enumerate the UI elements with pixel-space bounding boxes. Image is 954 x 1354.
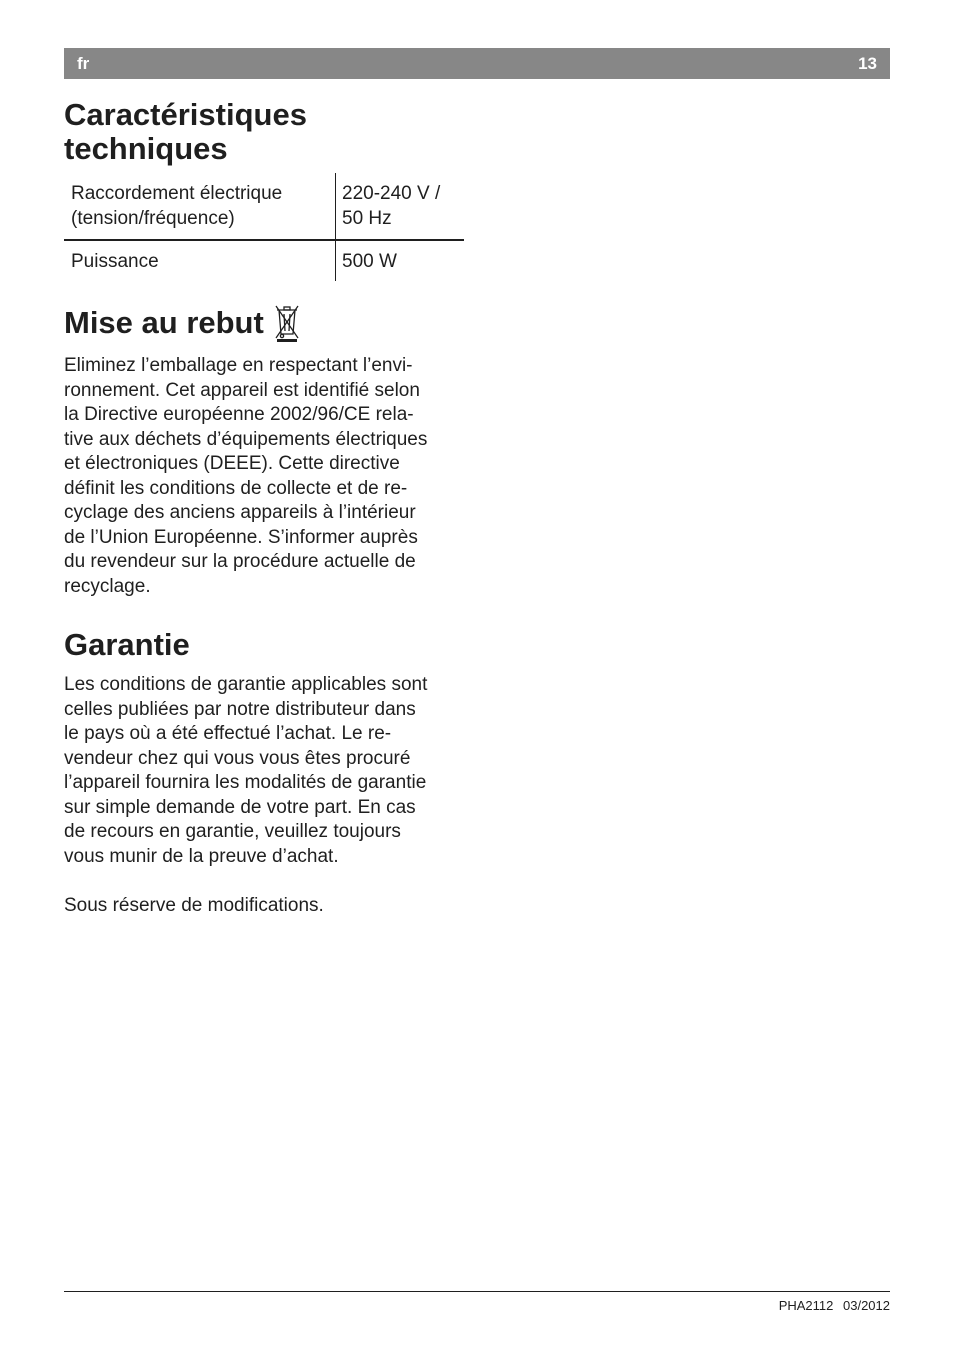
modification-notice: Sous réserve de modifications. [64,895,324,916]
header-bar [64,48,890,79]
page-number: 13 [858,54,877,73]
footer-product-code: PHA2112 03/2012 [778,1298,890,1313]
disposal-title: Mise au rebut [64,305,264,340]
spec-label: Puissance [71,251,159,272]
warranty-title: Garantie [64,627,190,662]
crossed-out-wheelie-bin-icon [274,303,300,343]
disposal-text: Eliminez l’emballage en respectant l’envi- ronnement. Cet appareil est identifié selon la Directive européenne 2002/96/CE rela- tive aux déchets d’équipements électriques et électroniques (DEEE). Cette directive définit les conditions de collecte et de re- cyclage des anciens appareils à l’intérieur de l’Union Européenne. S’informer auprès du revendeur sur la procédure actuelle de recyclage. [64,355,428,597]
footer-divider [64,1291,890,1292]
disposal-heading [64,303,464,343]
spec-value: 500 W [336,240,465,281]
language-label: fr [77,54,90,73]
specs-title: Caractéristiques techniques [64,97,307,166]
spec-value: 220-240 V / 50 Hz [336,173,465,240]
specs-table [64,173,464,281]
table-row [64,240,464,281]
table-row [64,173,464,240]
spec-label: Raccordement électrique (tension/fréquence) [64,173,336,240]
warranty-text: Les conditions de garantie applicables sont celles publiées par notre distributeur dans le pays où a été effectué l’achat. Le re- vendeur chez qui vous vous êtes procuré l’appareil fournira les modalités de garantie sur simple demande de votre part. En cas de recours en garantie, veuillez toujours vous munir de la preuve d’achat. [64,674,428,867]
